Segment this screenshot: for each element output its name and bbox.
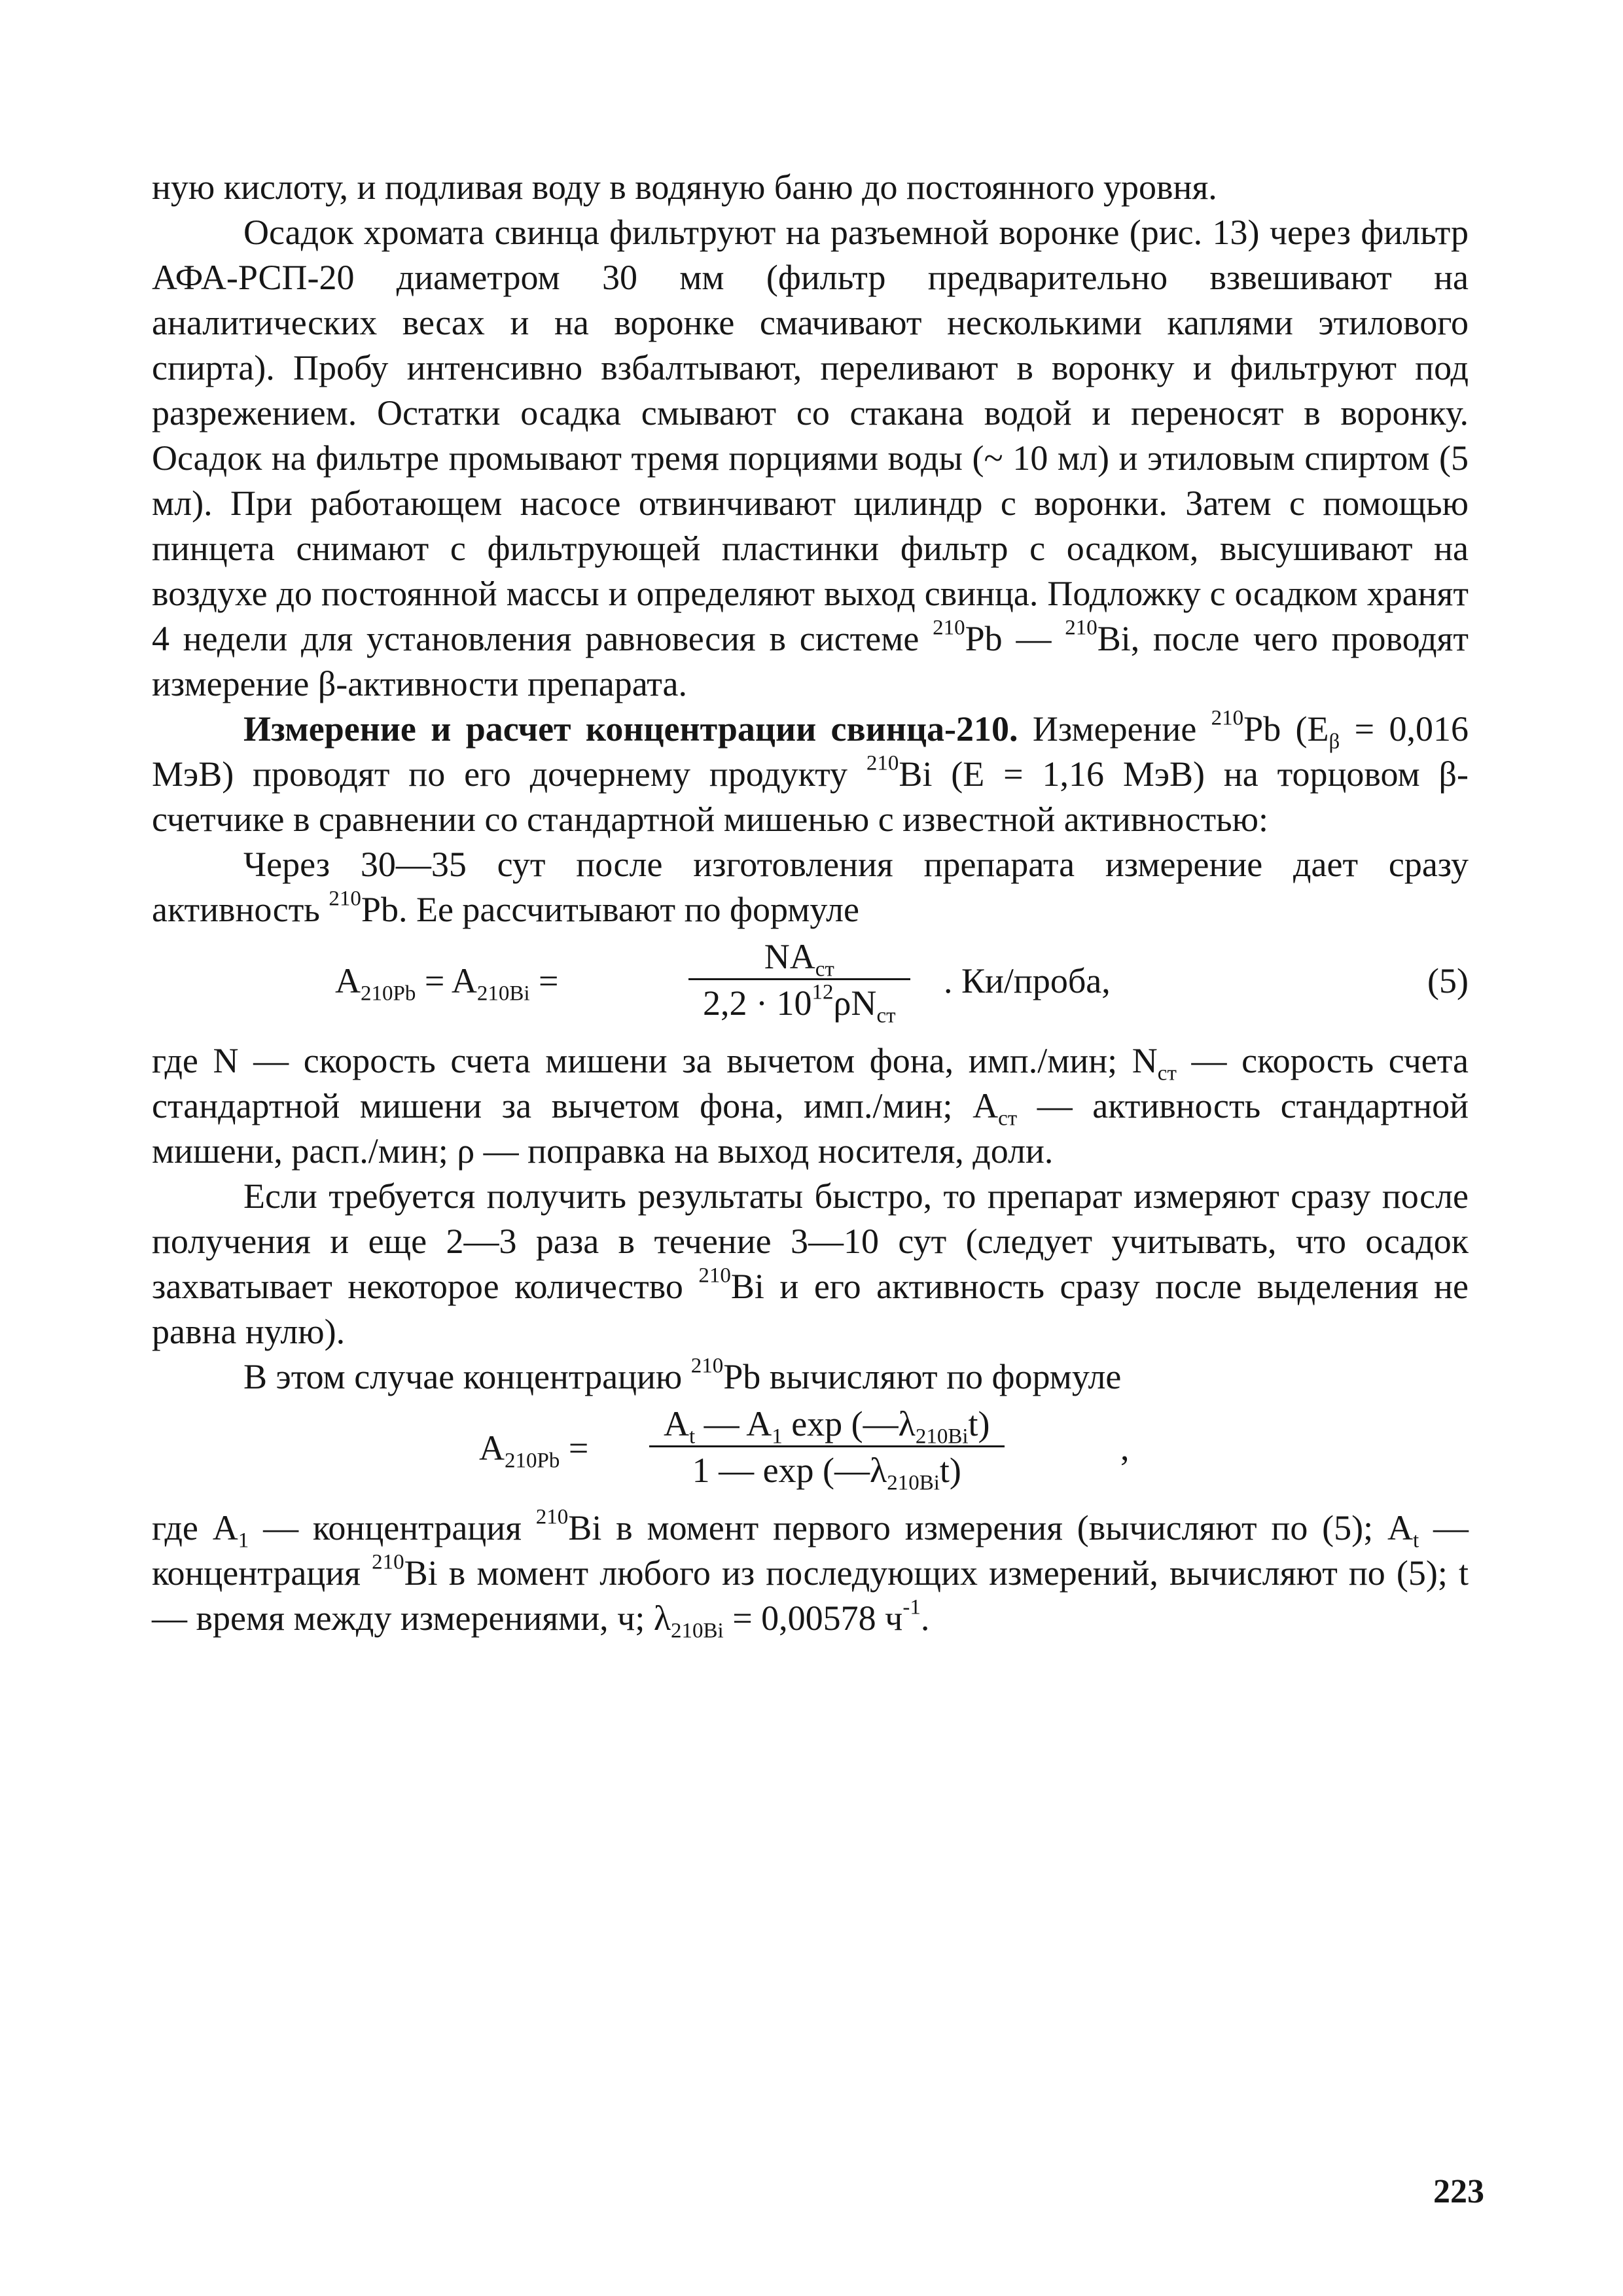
text-run: где N — скорость счета мишени за вычетом фона, имп./мин; N [152, 1041, 1158, 1080]
text-run: Измерение [1018, 709, 1211, 749]
text-run: Bi, после чего проводят измерение β-активности препарата. [152, 619, 1469, 703]
subscript: ст [998, 1106, 1018, 1131]
section-heading: Измерение и расчет концентрации свинца-210. [243, 709, 1018, 749]
isotope-mass: 210 [690, 1354, 724, 1378]
formula-units: . Ки/проба, [944, 961, 1111, 1000]
page-body [152, 165, 1469, 1641]
formula-comma: , [1120, 1428, 1130, 1468]
text-run: Pb вычисляют по формуле [723, 1357, 1122, 1396]
text-run: — активность стандартной мишени, расп./мин; ρ — поправка на выход носителя, доли. [152, 1086, 1469, 1171]
subscript: ст [1157, 1061, 1177, 1086]
text-run: Pb (E [1243, 709, 1329, 749]
text-run: Bi в момент любого из последующих измерений, вычисляют по (5); t — время между измерениями, ч; λ [152, 1553, 1469, 1638]
text-run: Pb — [965, 619, 1065, 658]
paragraph-second-formula-intro [152, 1354, 1469, 1400]
text-run: Bi и его активность сразу после выделения не равна нулю). [152, 1267, 1469, 1351]
isotope-mass: 210 [933, 616, 965, 640]
subscript: 210Bi [671, 1619, 724, 1643]
fraction-denominator: $2,2 \cdot 10^{12}\rho N_{ст}$ [703, 980, 896, 1028]
fraction-numerator: $A_t$ — $A_1$ $\exp (—\lambda_{210Bi}t)$ [649, 1402, 1005, 1447]
text-run: где A [152, 1508, 238, 1547]
formula-concentration [152, 1402, 1469, 1500]
text-run: — скорость счета стандартной мишени за вычетом фона, имп./мин; A [152, 1041, 1469, 1125]
subscript: t [1412, 1528, 1419, 1553]
formula-fraction [649, 1402, 1005, 1493]
paragraph-measurement [152, 707, 1469, 842]
isotope-mass: 210 [866, 751, 899, 775]
fraction-numerator: $NA_{ст}$ [688, 935, 910, 980]
formula-lhs: $A_{210Pb}$ = [479, 1428, 589, 1473]
isotope-mass: 210 [372, 1550, 404, 1574]
text-run: — концентрация [249, 1508, 536, 1547]
paragraph-activity [152, 842, 1469, 932]
text-run: Bi (E = 1,16 МэВ) на торцовом β-счетчике в сравнении со стандартной мишенью с известной активностью: [152, 754, 1469, 839]
text-run: В этом случае концентрацию [243, 1357, 691, 1396]
isotope-mass: 210 [1065, 616, 1097, 640]
subscript: 1 [238, 1528, 249, 1553]
text-run: — концентрация [152, 1508, 1469, 1593]
paragraph-quick-results [152, 1174, 1469, 1354]
text-run: . [920, 1598, 930, 1638]
paragraph-continuation: ную кислоту, и подливая воду в водяную баню до постоянного уровня. [152, 168, 1217, 207]
subscript: β [1329, 730, 1340, 754]
paragraph-variables [152, 1506, 1469, 1641]
text-run: Bi в момент первого измерения (вычисляют по (5); A [568, 1508, 1413, 1547]
formula-lhs: $A_{210Pb} = A_{210Bi}$ = [335, 961, 559, 1006]
isotope-mass: 210 [329, 887, 361, 911]
isotope-mass: 210 [698, 1263, 731, 1288]
text-run: Если требуется получить результаты быстро, то препарат измеряют сразу после получения и еще 2—3 раза в течение 3—10 сут (следует учитывать, что осадок захватывает некоторое количество [152, 1176, 1469, 1306]
text-run: Осадок хромата свинца фильтруют на разъемной воронке (рис. 13) через фильтр АФА-РСП-20 диаметром 30 мм (фильтр предварительно взвешивают на аналитических весах и на воронке смачивают несколькими каплями этилового спирта). Пробу интенсивно взбалтывают, переливают в воронку и фильтруют под разрежением. Остатки осадка смывают со стакана водой и переносят в воронку. Осадок на фильтре промывают тремя порциями воды (~ 10 мл) и этиловым спиртом (5 мл). При работающем насосе отвинчивают цилиндр с воронки. Затем с помощью пинцета снимают с фильтрующей пластинки фильтр с осадком, высушивают на воздухе до постоянной массы и определяют выход свинца. Подложку с осадком хранят 4 недели для установления равновесия в системе [152, 213, 1469, 658]
equation-number: (5) [1427, 961, 1469, 1000]
text-run: Pb. Ее рассчитывают по формуле [361, 890, 859, 929]
text-run: = 0,016 МэВ) проводят по его дочернему продукту [152, 709, 1469, 794]
page-number: 223 [1433, 2173, 1484, 2210]
text-run: Через 30—35 сут после изготовления препарата измерение дает сразу активность [152, 845, 1469, 929]
formula-5 [152, 935, 1469, 1033]
paragraph-definitions [152, 1038, 1469, 1174]
text-run: = 0,00578 ч [723, 1598, 903, 1638]
isotope-mass: 210 [535, 1505, 569, 1529]
superscript: -1 [902, 1595, 921, 1619]
formula-fraction [688, 935, 910, 1026]
fraction-denominator: 1 — $\exp (—\lambda_{210Bi}t)$ [692, 1451, 961, 1495]
isotope-mass: 210 [1211, 706, 1244, 730]
paragraph-precipitate [152, 210, 1469, 707]
